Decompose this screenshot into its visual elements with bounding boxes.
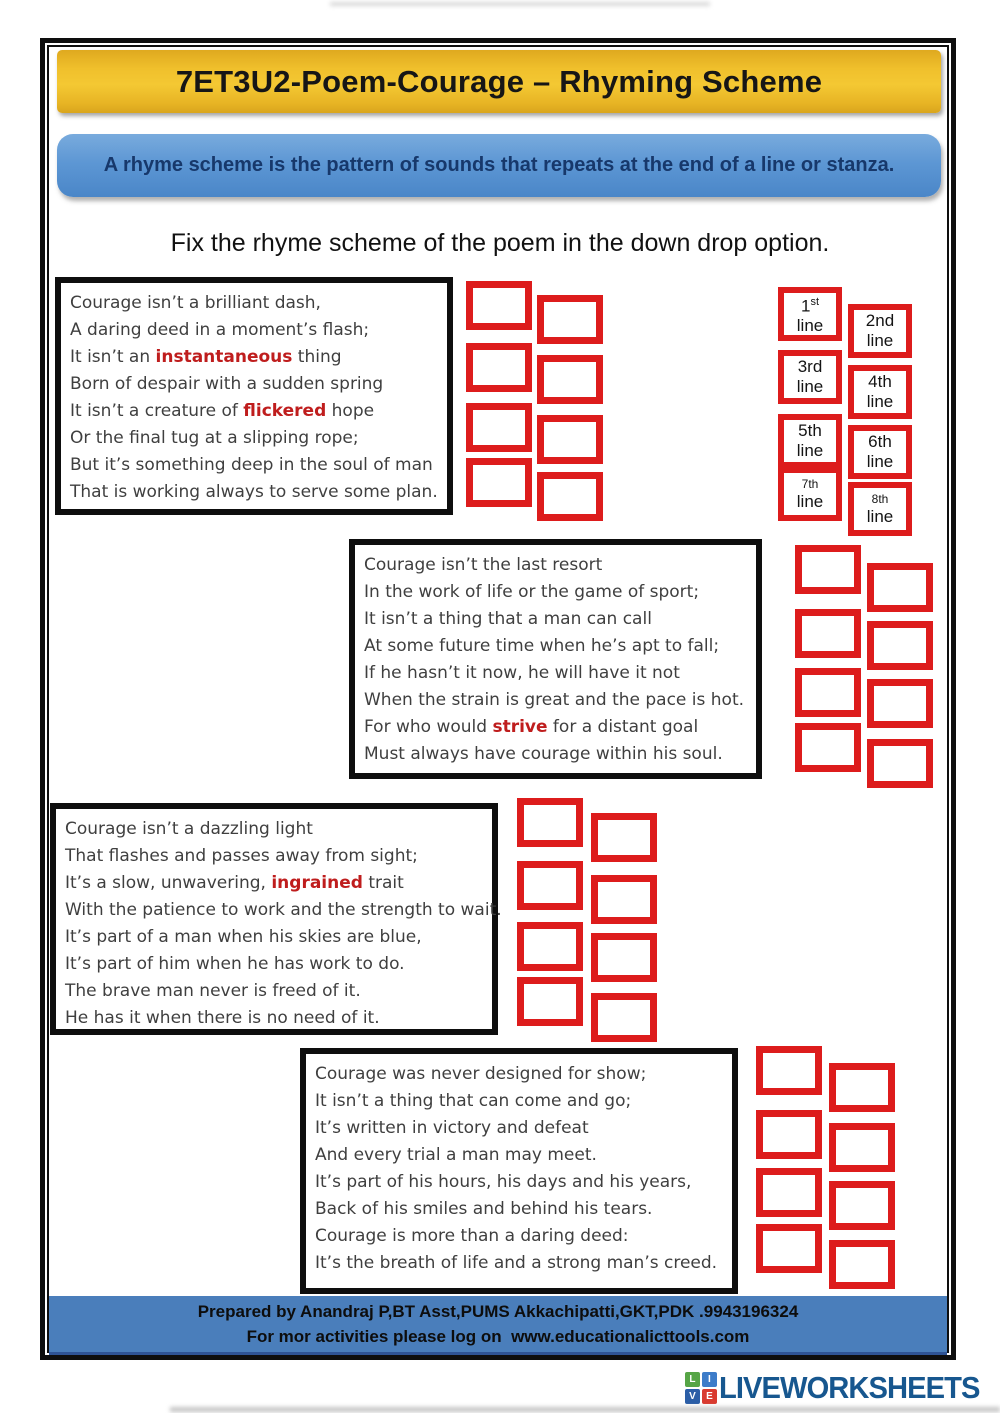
poem-line: It’s part of a man when his skies are blue,	[65, 927, 422, 947]
line-label-3rd: 3rd line	[778, 350, 842, 404]
rhyme-scheme-dropdown[interactable]	[537, 472, 603, 521]
poem-line: Courage isn’t a dazzling light	[65, 819, 313, 839]
line-label-6th: 6th line	[848, 425, 912, 479]
rhyme-scheme-dropdown[interactable]	[867, 621, 933, 670]
poem-line: If he hasn’t it now, he will have it not	[364, 663, 680, 683]
poem-line: Courage isn’t the last resort	[364, 555, 603, 575]
poem-line: It’s part of his hours, his days and his years,	[315, 1172, 692, 1192]
rhyme-scheme-dropdown[interactable]	[795, 545, 861, 594]
poem-line: Or the final tug at a slipping rope;	[70, 428, 359, 448]
poem-line: It’s written in victory and defeat	[315, 1118, 589, 1138]
rhyme-scheme-dropdown[interactable]	[829, 1063, 895, 1112]
rhyme-scheme-dropdown[interactable]	[517, 861, 583, 910]
rhyme-scheme-dropdown[interactable]	[867, 679, 933, 728]
definition-banner	[57, 134, 941, 197]
line-label-2nd: 2nd line	[848, 304, 912, 358]
poem-line: A daring deed in a moment’s flash;	[70, 320, 370, 340]
instruction-text: Fix the rhyme scheme of the poem in the down drop option.	[170, 229, 830, 257]
rhyme-scheme-dropdown[interactable]	[466, 343, 532, 392]
scan-artifact-top	[330, 2, 710, 6]
poem-stanza-3	[50, 803, 502, 1035]
worksheet-title-bar	[57, 50, 941, 113]
rhyme-scheme-dropdown[interactable]	[466, 281, 532, 330]
rhyme-scheme-dropdown[interactable]	[537, 295, 603, 344]
rhyme-scheme-dropdown[interactable]	[756, 1046, 822, 1095]
rhyme-scheme-dropdown[interactable]	[591, 993, 657, 1042]
rhyme-scheme-dropdown[interactable]	[756, 1224, 822, 1273]
rhyme-scheme-dropdown[interactable]	[756, 1168, 822, 1217]
poem-line: With the patience to work and the strength to wait.	[65, 900, 502, 920]
poem-line: It’s part of him when he has work to do.	[65, 954, 405, 974]
poem-line: That flashes and passes away from sight;	[65, 846, 418, 866]
poem-line: It isn’t an instantaneous thing	[70, 347, 342, 367]
definition-text: A rhyme scheme is the pattern of sounds that repeats at the end of a line or stanza.	[103, 154, 895, 176]
rhyme-scheme-dropdown[interactable]	[867, 739, 933, 788]
rhyme-scheme-dropdown[interactable]	[591, 933, 657, 982]
line-label-5th: 5th line	[778, 414, 842, 468]
poem-line: It’s a slow, unwavering, ingrained trait	[65, 873, 404, 893]
line-label-4th: 4th line	[848, 365, 912, 419]
logo-tile-e: E	[702, 1389, 717, 1404]
rhyme-scheme-dropdown[interactable]	[795, 609, 861, 658]
poem-line: At some future time when he’s apt to fall;	[364, 636, 720, 656]
rhyme-scheme-dropdown[interactable]	[517, 798, 583, 847]
poem-line: It’s the breath of life and a strong man’s creed.	[315, 1253, 718, 1273]
rhyme-scheme-dropdown[interactable]	[829, 1240, 895, 1289]
poem-line: Born of despair with a sudden spring	[70, 374, 384, 394]
rhyme-scheme-dropdown[interactable]	[466, 403, 532, 452]
poem-line: But it’s something deep in the soul of man	[70, 455, 433, 475]
poem-line: Courage was never designed for show;	[315, 1064, 647, 1084]
liveworksheets-logo-icon	[685, 1372, 717, 1404]
poem-line: And every trial a man may meet.	[315, 1145, 597, 1165]
poem-line: He has it when there is no need of it.	[65, 1008, 380, 1028]
poem-stanza-4	[300, 1048, 738, 1294]
rhyme-scheme-dropdown[interactable]	[537, 355, 603, 404]
poem-line: Must always have courage within his soul.	[364, 744, 723, 764]
logo-tile-i: I	[702, 1372, 717, 1387]
liveworksheets-logo	[685, 1370, 996, 1406]
rhyme-scheme-dropdown[interactable]	[756, 1110, 822, 1159]
footer-bar	[49, 1296, 947, 1355]
poem-line: The brave man never is freed of it.	[65, 981, 361, 1001]
poem-line: For who would strive for a distant goal	[364, 717, 699, 737]
poem-line: Back of his smiles and behind his tears.	[315, 1199, 653, 1219]
rhyme-scheme-dropdown[interactable]	[829, 1181, 895, 1230]
rhyme-scheme-dropdown[interactable]	[795, 723, 861, 772]
footer-website: For mor activities please log on www.educationalicttools.com	[246, 1327, 750, 1346]
poem-line: In the work of life or the game of sport;	[364, 582, 700, 602]
scan-artifact-bottom	[170, 1407, 1000, 1412]
rhyme-scheme-dropdown[interactable]	[517, 922, 583, 971]
rhyme-scheme-dropdown[interactable]	[829, 1123, 895, 1172]
line-label-1st: 1st line	[778, 287, 842, 341]
rhyme-scheme-dropdown[interactable]	[591, 875, 657, 924]
rhyme-scheme-dropdown[interactable]	[591, 813, 657, 862]
rhyme-scheme-dropdown[interactable]	[537, 415, 603, 464]
poem-line: Courage isn’t a brilliant dash,	[70, 293, 321, 313]
liveworksheets-logo-text: LIVEWORKSHEETS	[718, 1370, 980, 1405]
poem-line: When the strain is great and the pace is hot.	[364, 690, 745, 710]
poem-line: It isn’t a creature of flickered hope	[70, 401, 375, 421]
poem-stanza-2	[349, 539, 762, 779]
poem-line: It isn’t a thing that can come and go;	[315, 1091, 632, 1111]
footer-credit: Prepared by Anandraj P,BT Asst,PUMS Akkachipatti,GKT,PDK .9943196324	[197, 1302, 799, 1321]
line-label-7th: 7th line	[778, 467, 842, 521]
line-label-8th: 8th line	[848, 482, 912, 536]
poem-stanza-1	[55, 277, 453, 515]
rhyme-scheme-dropdown[interactable]	[517, 977, 583, 1026]
poem-line: It isn’t a thing that a man can call	[364, 609, 652, 629]
poem-line: That is working always to serve some plan.	[70, 482, 438, 502]
logo-tile-v: V	[685, 1389, 700, 1404]
rhyme-scheme-dropdown[interactable]	[795, 668, 861, 717]
rhyme-scheme-dropdown[interactable]	[867, 563, 933, 612]
rhyme-scheme-dropdown[interactable]	[466, 458, 532, 507]
page-title: 7ET3U2-Poem-Courage – Rhyming Scheme	[175, 63, 823, 99]
logo-tile-l: L	[685, 1372, 700, 1387]
poem-line: Courage is more than a daring deed:	[315, 1226, 629, 1246]
